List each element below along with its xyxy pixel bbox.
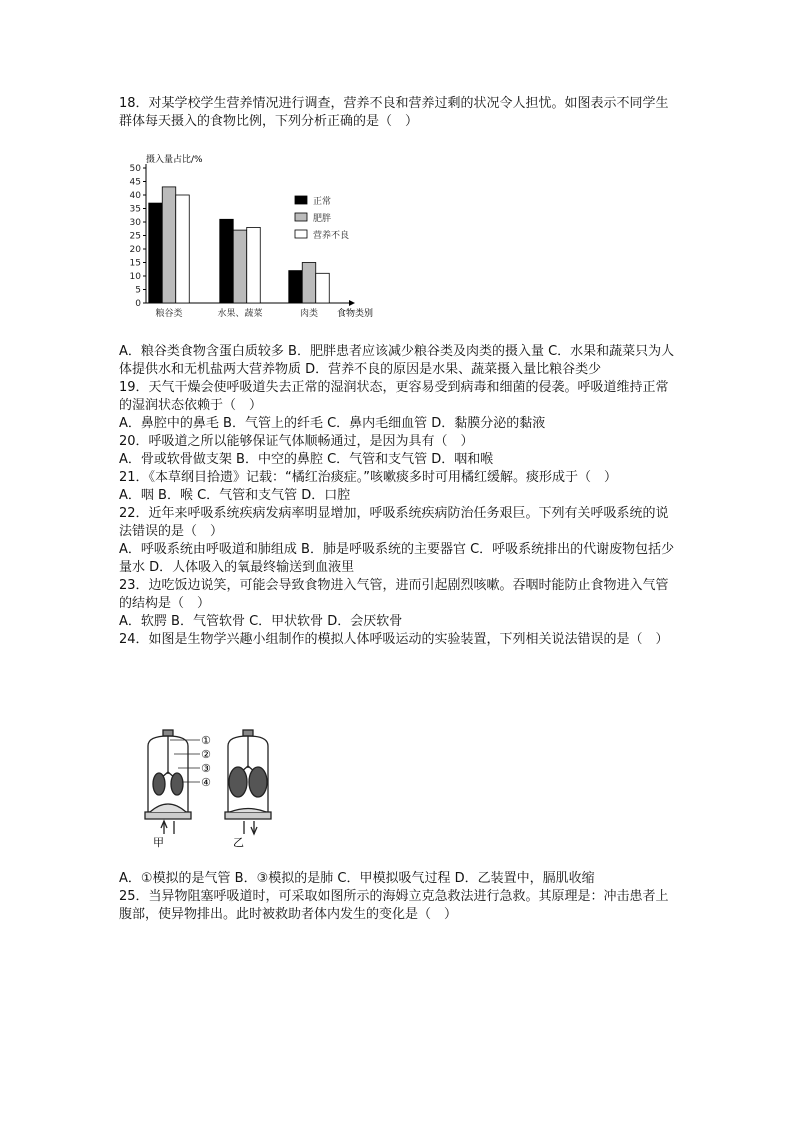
y-tick-label: 10 — [129, 272, 141, 282]
x-axis-label: 食物类别 — [337, 309, 374, 319]
y-tick-label: 50 — [129, 164, 141, 174]
question-19-options: A．鼻腔中的鼻毛 B．气管上的纤毛 C．鼻内毛细血管 D．黏膜分泌的黏液 — [119, 416, 546, 431]
y-tick-label: 45 — [129, 177, 141, 188]
question-22-options: A．呼吸系统由呼吸道和肺组成 B．肺是呼吸系统的主要器官 C．呼吸系统排出的代谢废物包括少量水 D．人体吸入的氧最终输送到血液里 — [119, 542, 675, 575]
y-axis-label: 摄入量占比/% — [146, 155, 203, 165]
legend-label: 肥胖 — [313, 214, 332, 224]
y-tick-label: 35 — [129, 204, 141, 215]
legend-label: 正常 — [313, 197, 332, 207]
y-tick-label: 15 — [129, 258, 141, 269]
y-tick-label: 20 — [129, 245, 141, 255]
marker-3: ③ — [201, 762, 211, 775]
question-21-options: A．咽 B．喉 C．气管和支气管 D．口腔 — [119, 488, 351, 503]
category-label: 水果、蔬菜 — [217, 309, 263, 319]
x-axis-arrow — [349, 300, 355, 306]
category-labels — [155, 307, 318, 319]
question-20-stem: 20．呼吸道之所以能够保证气体顺畅通过，是因为具有（ ） — [119, 434, 474, 449]
question-19-stem: 19．天气干燥会使呼吸道失去正常的湿润状态，更容易受到病毒和细菌的侵袭。呼吸道维持正常的湿润状态依赖于（ ） — [119, 380, 669, 413]
legend-swatch — [295, 213, 307, 221]
question-21-stem: 21．《本草纲目拾遗》记载：“橘红治痰症。”咳嗽痰多时可用橘红缓解。痰形成于（ ） — [119, 470, 618, 485]
question-20-options: A．骨或软骨做支架 B．中空的鼻腔 C．气管和支气管 D．咽和喉 — [119, 452, 494, 467]
y-tick-label: 0 — [135, 299, 141, 309]
food-intake-bar-chart — [119, 150, 389, 325]
bar — [247, 227, 261, 303]
question-18-options: A．粮谷类食物含蛋白质较多 B．肥胖患者应该减少粮谷类及肉类的摄入量 C．水果和蔬菜只为人体提供水和无机盐两大营养物质 D．营养不良的原因是水果、蔬菜摄入量比粮谷类少 — [119, 344, 675, 377]
bar — [176, 195, 190, 303]
apparatus-yi — [225, 730, 271, 834]
bar — [233, 230, 247, 303]
marker-2: ② — [201, 748, 211, 761]
marker-1: ① — [201, 734, 211, 747]
label-yi: 乙 — [233, 836, 244, 849]
question-18 — [119, 95, 679, 131]
y-tick-label: 40 — [129, 191, 141, 201]
bar — [302, 263, 316, 304]
question-23-stem: 23．边吃饭边说笑，可能会导致食物进入气管，进而引起剧烈咳嗽。吞咽时能防止食物进入气管的结构是（ ） — [119, 578, 669, 611]
legend-label: 营养不良 — [313, 231, 350, 241]
bar — [289, 271, 303, 303]
y-tick-label: 25 — [129, 231, 141, 242]
question-24-options: A．①模拟的是气管 B．③模拟的是肺 C．甲模拟吸气过程 D．乙装置中，膈肌收缩 — [119, 871, 595, 886]
chart-legend — [295, 195, 349, 241]
bar — [162, 187, 176, 303]
y-ticks — [130, 164, 146, 309]
question-18-stem: 18．对某学校学生营养情况进行调查，营养不良和营养过剩的状况令人担忧。如图表示不同学生群体每天摄入的食物比例，下列分析正确的是（ ） — [119, 96, 669, 129]
bar — [316, 273, 330, 303]
question-22-stem: 22．近年来呼吸系统疾病发病率明显增加，呼吸系统疾病防治任务艰巨。下列有关呼吸系统的说法错误的是（ ） — [119, 506, 669, 539]
bar — [220, 219, 234, 303]
questions-19-24 — [119, 343, 679, 649]
y-tick-label: 5 — [135, 285, 141, 296]
question-23-options: A．软腭 B．气管软骨 C．甲状软骨 D．会厌软骨 — [119, 614, 403, 629]
question-24-stem: 24．如图是生物学兴趣小组制作的模拟人体呼吸运动的实验装置，下列相关说法错误的是（ ） — [119, 632, 669, 647]
question-25-stem: 25．当异物阻塞呼吸道时，可采取如图所示的海姆立克急救法进行急救。其原理是：冲击患者上腹部，使异物排出。此时被救助者体内发生的变化是（ ） — [119, 889, 669, 922]
legend-swatch — [295, 196, 307, 204]
category-label: 粮谷类 — [155, 309, 183, 319]
bar — [149, 203, 163, 303]
y-tick-label: 30 — [129, 218, 141, 228]
legend-swatch — [295, 230, 307, 238]
questions-24-25 — [119, 870, 679, 924]
breathing-model-figure — [130, 722, 290, 850]
marker-4: ④ — [201, 776, 211, 789]
label-jia: 甲 — [153, 836, 164, 849]
category-label: 肉类 — [299, 309, 319, 319]
